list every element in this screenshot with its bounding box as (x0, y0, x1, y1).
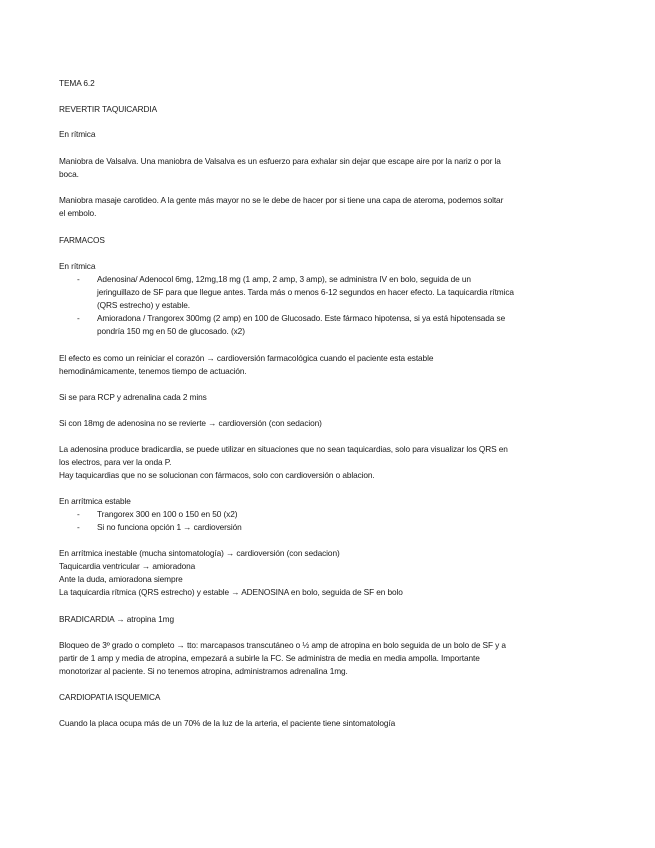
text-line: el embolo. (59, 208, 97, 218)
list-item: Si no funciona opción 1 → cardioversión (97, 522, 242, 532)
list-item: Adenosina/ Adenocol 6mg, 12mg,18 mg (1 amp, 2 amp, 3 amp), se administra IV en bolo, seguida de un (97, 274, 471, 284)
text-line: En rítmica (59, 129, 96, 139)
list-item: pondría 150 mg en 50 de glucosado. (x2) (97, 326, 245, 336)
section-heading: REVERTIR TAQUICARDIA (59, 104, 158, 114)
text-line: boca. (59, 169, 79, 179)
text-line: En rítmica (59, 261, 96, 271)
text-line: monotorizar al paciente. Si no tenemos atropina, administramos adrenalina 1mg. (59, 666, 348, 676)
list-item: jeringuillazo de SF para que llegue antes. Tarda más o menos 6-12 segundos en hacer efecto. La taquicardia rítmica (97, 287, 514, 297)
text-line: En arrítmica inestable (mucha sintomatología) → cardioversión (con sedacion) (59, 548, 340, 558)
text-line: los electros, para ver la onda P. (59, 457, 172, 467)
text-line: La adenosina produce bradicardia, se puede utilizar en situaciones que no sean taquicardias, solo para visualizar los QRS en (59, 444, 508, 454)
text-line: El efecto es como un reiniciar el corazón → cardioversión farmacológica cuando el paciente esta estable (59, 353, 434, 363)
list-item: (QRS estrecho) y estable. (97, 300, 190, 310)
text-line: En arrítmica estable (59, 496, 131, 506)
list-item: Trangorex 300 en 100 o 150 en 50 (x2) (97, 509, 238, 519)
list-bullet: - (77, 313, 80, 323)
list-bullet: - (77, 522, 80, 532)
text-line: Ante la duda, amioradona siempre (59, 574, 183, 584)
text-line: Cuando la placa ocupa más de un 70% de la luz de la arteria, el paciente tiene sintomatología (59, 718, 396, 728)
text-line: La taquicardia rítmica (QRS estrecho) y estable → ADENOSINA en bolo, seguida de SF en bolo (59, 587, 403, 597)
text-line: partir de 1 amp y media de atropina, empezará a subirle la FC. Se administra de media en media ampolla. Importante (59, 653, 480, 663)
section-heading: CARDIOPATIA ISQUEMICA (59, 692, 161, 702)
text-line: Maniobra masaje carotideo. A la gente más mayor no se le debe de hacer por si tiene una capa de ateroma, podemos soltar (59, 195, 504, 205)
doc-title: TEMA 6.2 (59, 78, 95, 88)
section-heading: BRADICARDIA → atropina 1mg (59, 614, 174, 624)
text-line: Bloqueo de 3º grado o completo → tto: marcapasos transcutáneo o ½ amp de atropina en bolo seguida de un bolo de SF y a (59, 640, 506, 650)
text-line: Si se para RCP y adrenalina cada 2 mins (59, 392, 207, 402)
list-bullet: - (77, 274, 80, 284)
section-heading: FARMACOS (59, 235, 105, 245)
text-line: Maniobra de Valsalva. Una maniobra de Valsalva es un esfuerzo para exhalar sin dejar que escape aire por la nariz o por la (59, 156, 501, 166)
text-line: Si con 18mg de adenosina no se revierte → cardioversión (con sedacion) (59, 418, 322, 428)
list-item: Amioradona / Trangorex 300mg (2 amp) en 100 de Glucosado. Este fármaco hipotensa, si ya está hipotensada se (97, 313, 506, 323)
text-line: Taquicardia ventricular → amioradona (59, 561, 196, 571)
text-line: Hay taquicardias que no se solucionan con fármacos, solo con cardioversión o ablacion. (59, 470, 375, 480)
text-line: hemodinámicamente, tenemos tiempo de actuación. (59, 366, 247, 376)
list-bullet: - (77, 509, 80, 519)
